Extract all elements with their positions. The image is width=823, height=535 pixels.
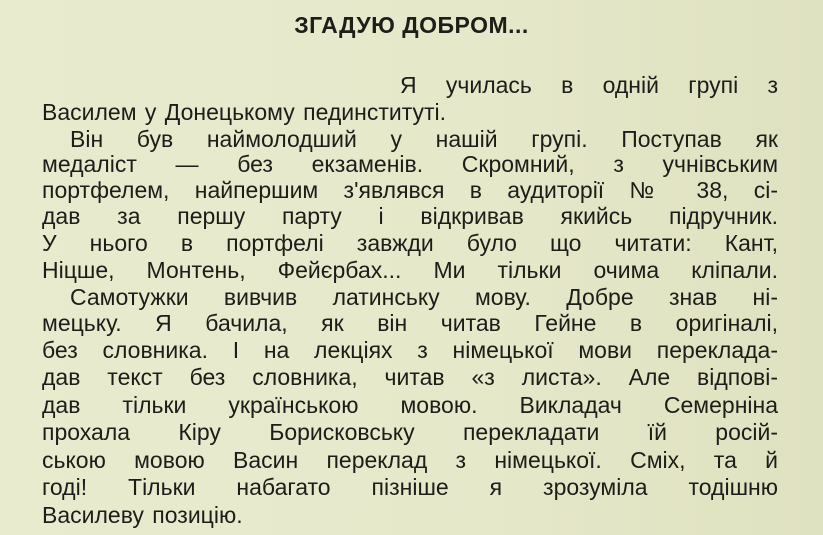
text-line: портфелем, найпершим з'являвся в аудиторії № 38, сі-	[42, 177, 778, 203]
text-line: Василем у Донецькому пединституті.	[42, 99, 447, 125]
text-line: годі! Тільки набагато пізніше я зрозуміла тодішню	[42, 474, 778, 500]
text-line: Я училась в одній групі з	[400, 72, 778, 98]
text-line: медаліст — без екзаменів. Скромний, з учнівським	[42, 151, 778, 177]
text-line: без словника. І на лекціях з німецької мови переклада-	[42, 337, 778, 363]
text-line: Він був наймолодший у нашій групі. Поступав як	[70, 126, 778, 152]
chapter-title: ЗГАДУЮ ДОБРОМ...	[294, 12, 529, 38]
text-line: мецьку. Я бачила, як він читав Гейне в оригіналі,	[42, 310, 778, 336]
text-line: Василеву позицію.	[42, 502, 243, 528]
text-line: дав за першу парту і відкривав якийсь підручник.	[42, 203, 778, 229]
text-line: дав текст без словника, читав «з листа». Але відпові-	[42, 364, 778, 390]
text-line: прохала Кіру Борисковську перекладати їй росій-	[42, 419, 778, 445]
text-line: дав тільки українською мовою. Викладач Семерніна	[42, 392, 778, 418]
text-line: Самотужки вивчив латинську мову. Добре знав ні-	[70, 284, 778, 310]
text-line: У нього в портфелі завжди було що читати: Кант,	[42, 230, 778, 256]
text-line: Ніцше, Монтень, Фейєрбах... Ми тільки очима кліпали.	[42, 257, 778, 283]
text-line: ською мовою Васин переклад з німецької. Сміх, та й	[42, 447, 778, 473]
